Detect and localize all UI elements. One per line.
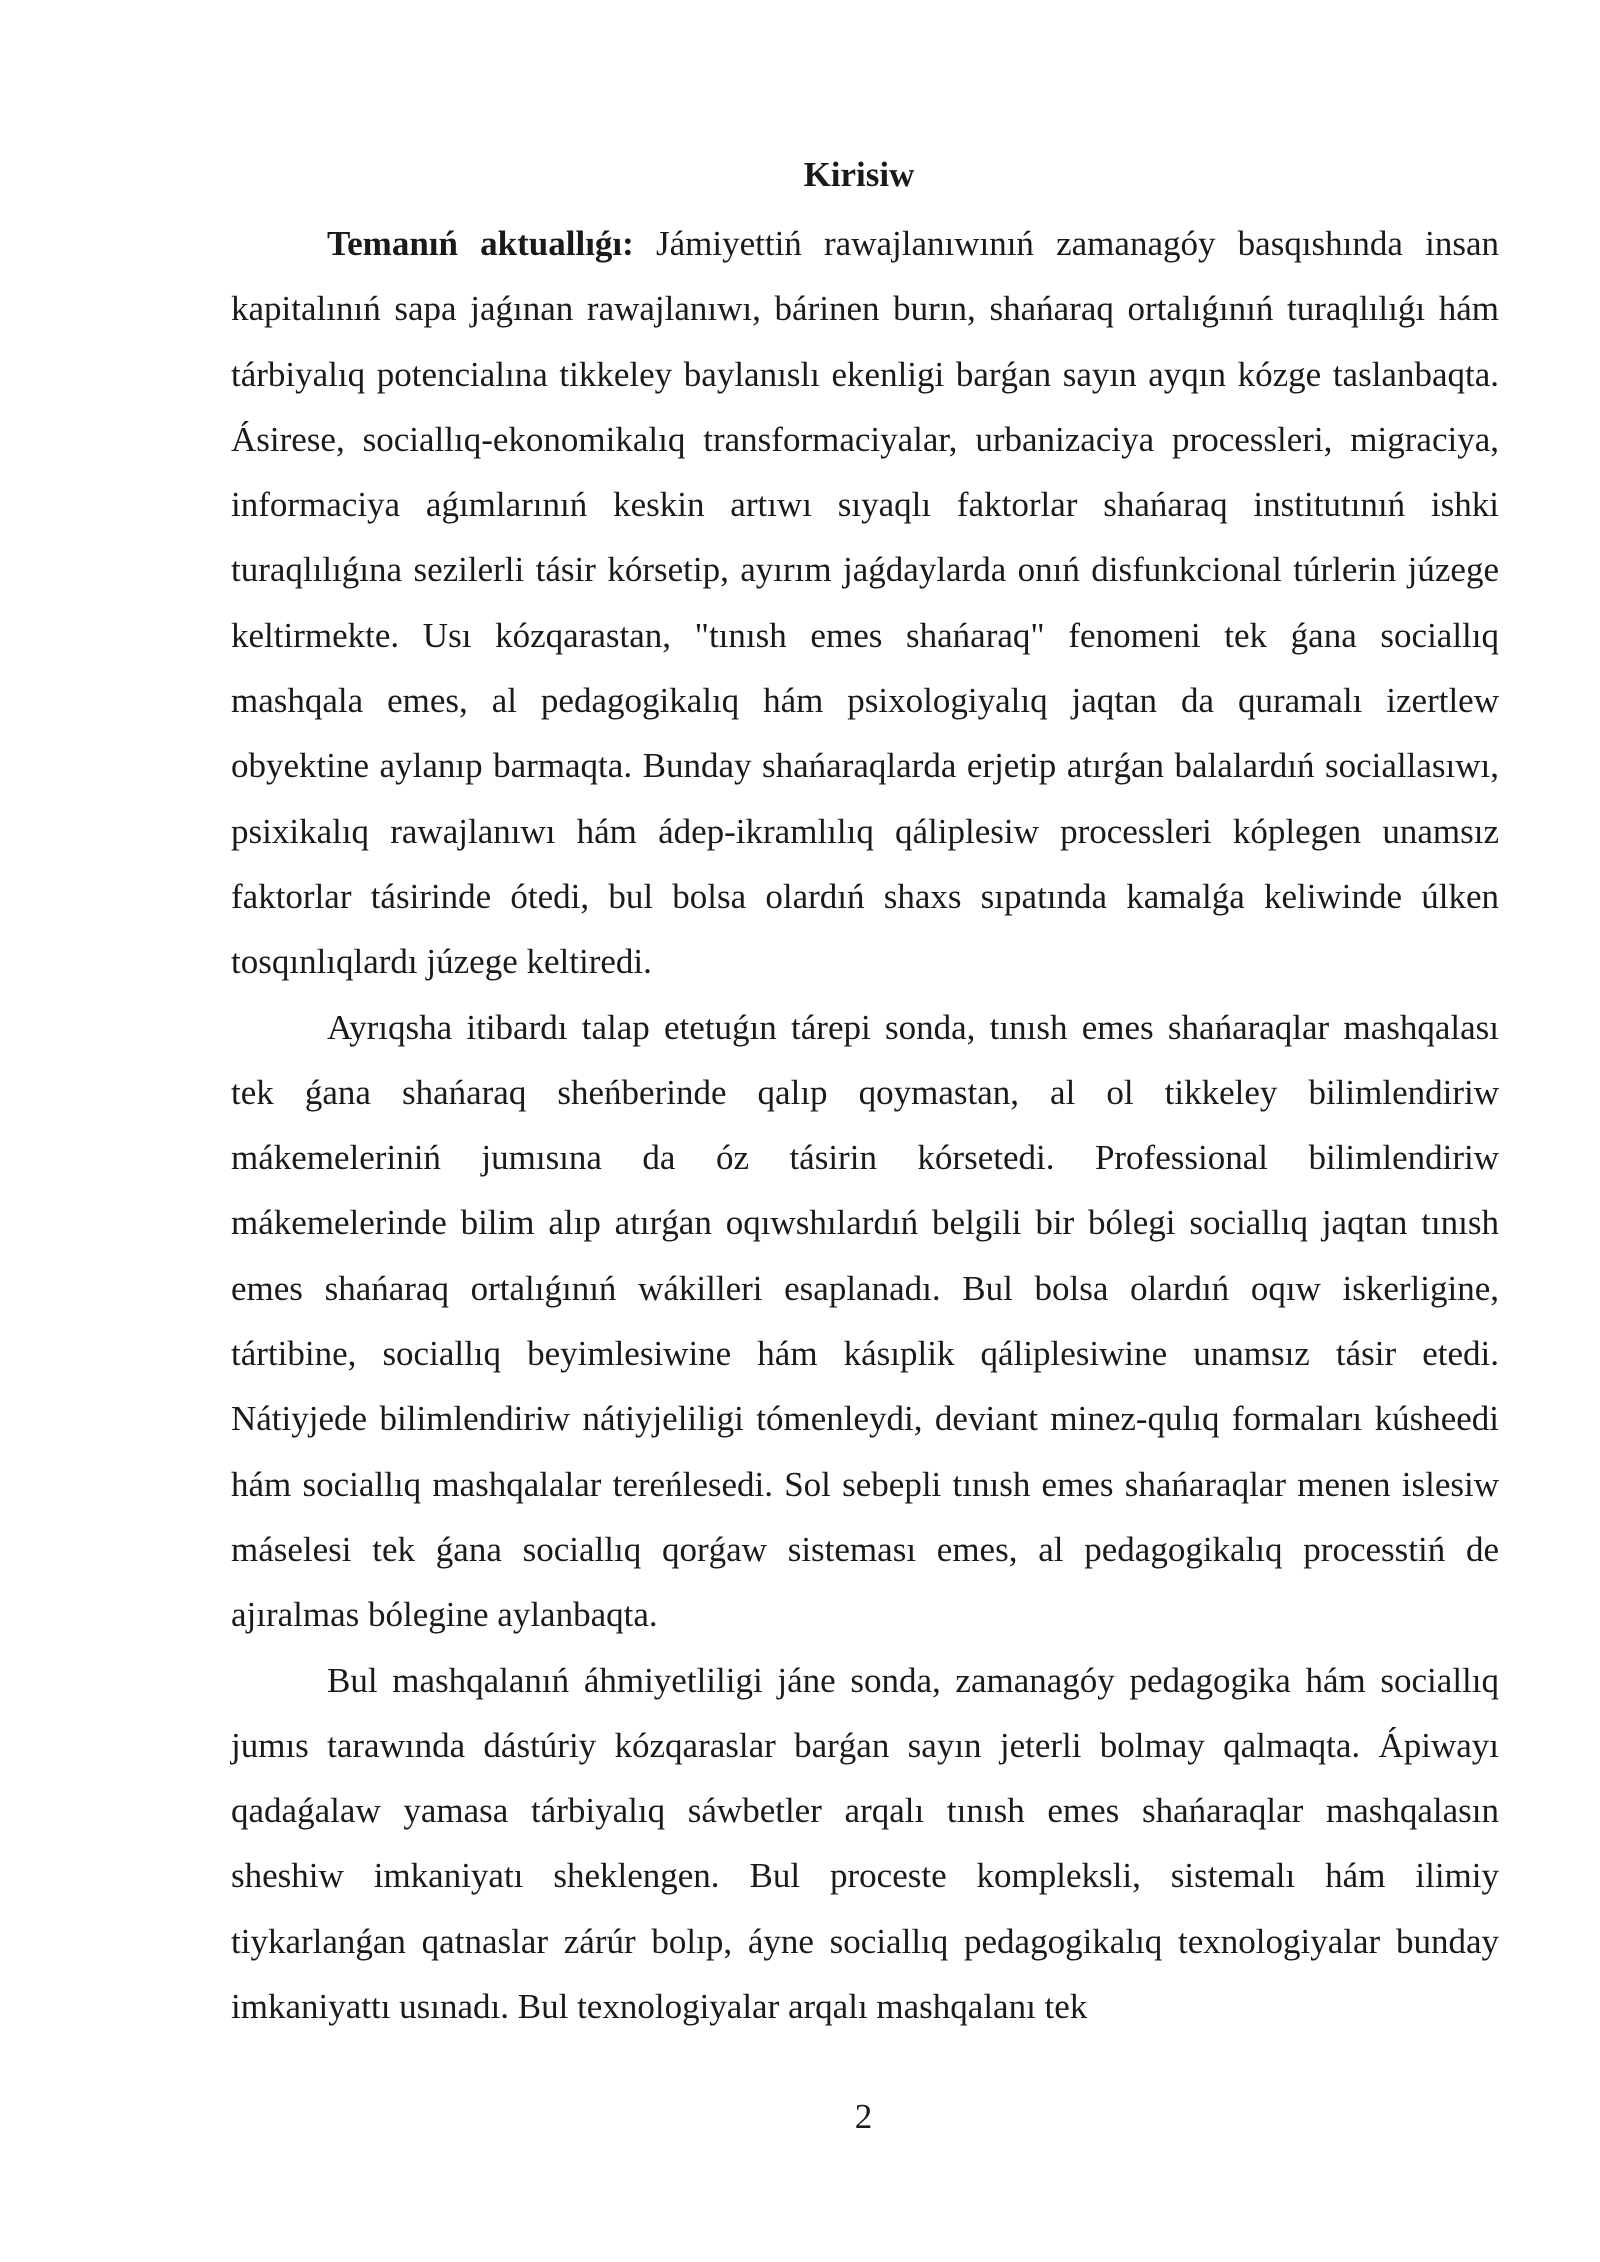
page-title: Kirisiw: [803, 155, 915, 194]
paragraph-1: [231, 211, 1499, 995]
page-number: 2: [854, 2097, 873, 2136]
paragraph-2: Ayrıqsha itibardı talap etetuǵın tárepi sonda, tınısh emes shańaraqlar mashqalası tek ǵana shańaraq sheńberinde qalıp qoymastan, al ol tikkeley bilimlendiriw mákemeleriniń jumısına da óz tásirin kórsetedi. Professional bilimlendiriw mákemelerinde bilim alıp atırǵan oqıwshılardıń belgili bir bólegi sociallıq jaqtan tınısh emes shańaraq ortalıǵınıń wákilleri esaplanadı. Bul bolsa olardıń oqıw iskerligine, tártibine, sociallıq beyimlesiwine hám kásıplik qáliplesiwine unamsız tásir etedi. Nátiyjede bilimlendiriw nátiyjeliligi tómenleydi, deviant minez-qulıq formaları kúsheedi hám sociallıq mashqalalar tereńlesedi. Sol sebepli tınısh emes shańaraqlar menen islesiw máselesi tek ǵana sociallıq qorǵaw sisteması emes, al pedagogikalıq processtiń de ajıralmas bólegine aylanbaqta.: [231, 1007, 1499, 1635]
topic-relevance-label: Temanıń aktuallıǵı:: [327, 224, 634, 263]
paragraph-1-text: Jámiyettiń rawajlanıwınıń zamanagóy basqıshında insan kapitalınıń sapa jaǵınan rawajlanıwı, bárinen burın, shańaraq ortalıǵınıń turaqlılıǵı hám tárbiyalıq potencialına tikkeley baylanıslı ekenligi barǵan sayın ayqın kózge taslanbaqta. Ásirese, sociallıq-ekonomikalıq transformaciyalar, urbanizaciya processleri, migraciya, informaciya aǵımlarınıń keskin artıwı sıyaqlı faktorlar shańaraq institutınıń ishki turaqlılıǵına sezilerli tásir kórsetip, ayırım jaǵdaylarda onıń disfunkcional túrlerin júzege keltirmekte. Usı kózqarastan, "tınısh emes shańaraq" fenomeni tek ǵana sociallıq mashqala emes, al pedagogikalıq hám psixologiyalıq jaqtan da quramalı izertlew obyektine aylanıp barmaqta. Bunday shańaraqlarda erjetip atırǵan balalardıń sociallasıwı, psixikalıq rawajlanıwı hám ádep-ikramlılıq qáliplesiw processleri kóplegen unamsız faktorlar tásirinde ótedi, bul bolsa olardıń shaxs sıpatında kamalǵa keliwinde úlken tosqınlıqlardı júzege keltiredi.: [231, 224, 1499, 982]
document-body: [231, 211, 1499, 2039]
paragraph-3: Bul mashqalanıń áhmiyetliligi jáne sonda, zamanagóy pedagogika hám sociallıq jumıs tarawında dástúriy kózqaraslar barǵan sayın jeterli bolmay qalmaqta. Ápiwayı qadaǵalaw yamasa tárbiyalıq sáwbetler arqalı tınısh emes shańaraqlar mashqalasın sheshiw imkaniyatı sheklengen. Bul proceste kompleksli, sistemalı hám ilimiy tiykarlanǵan qatnaslar zárúr bolıp, áyne sociallıq pedagogikalıq texnologiyalar bunday imkaniyattı usınadı. Bul texnologiyalar arqalı mashqalanı tek: [231, 1660, 1499, 2027]
